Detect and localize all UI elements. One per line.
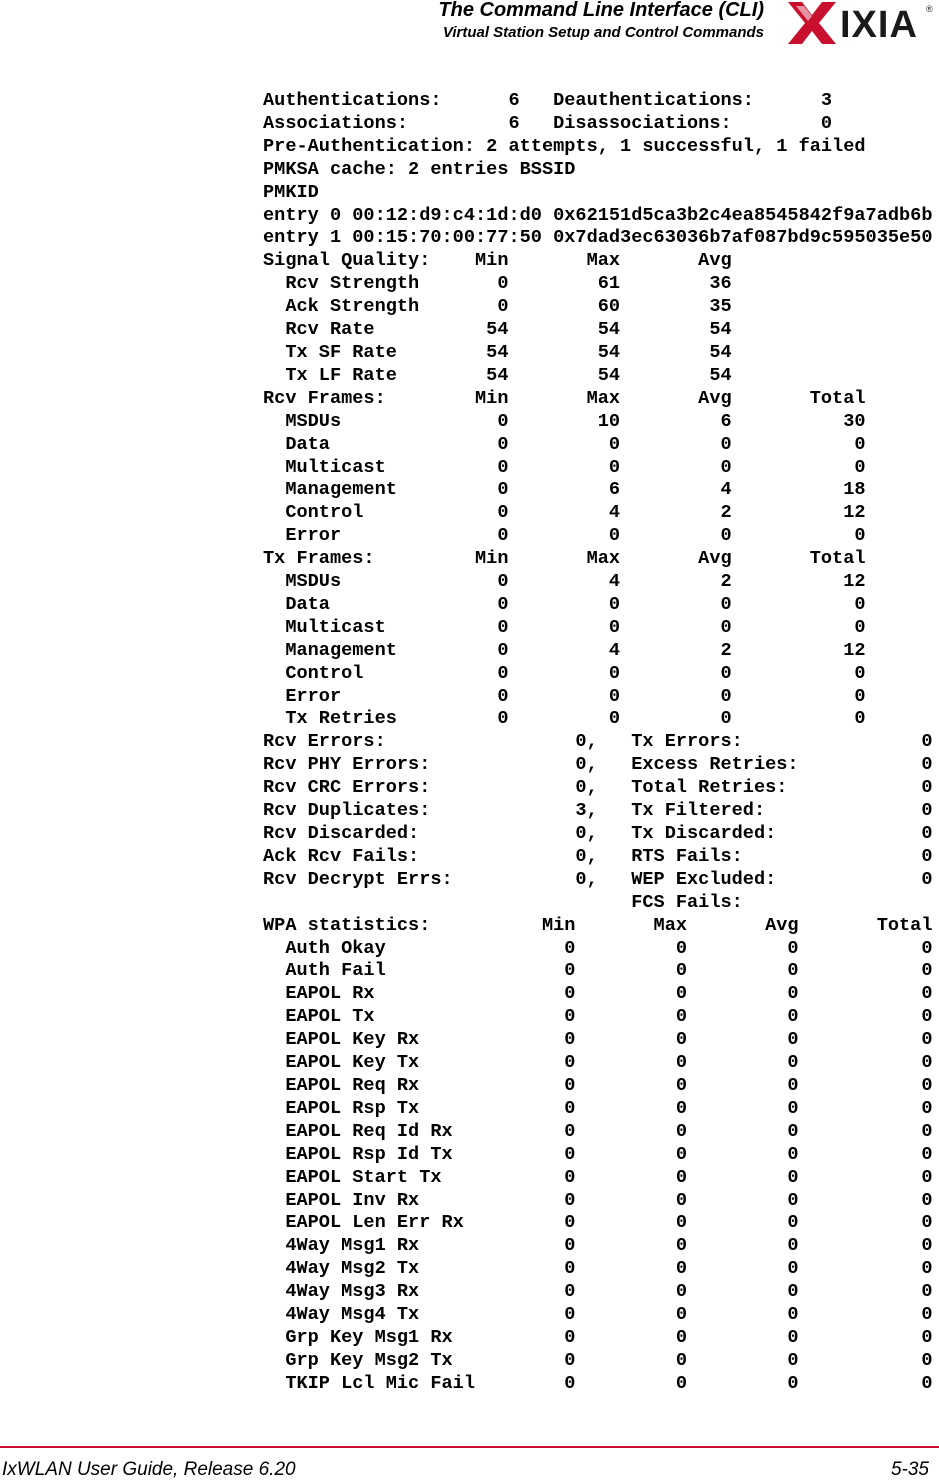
- cli-output-line: MSDUs 0 4 2 12: [263, 571, 866, 593]
- cli-output-line: Tx SF Rate 54 54 54: [263, 341, 732, 363]
- cli-output-line: Authentications: 6 Deauthentications: 3: [263, 90, 833, 111]
- cli-output-line: Rcv Discarded: 0, Tx Discarded: 0: [263, 823, 933, 844]
- cli-output-block: [263, 90, 932, 1396]
- logo-text: IXIA: [840, 4, 918, 46]
- cli-output-line: 4Way Msg1 Rx 0 0 0 0: [263, 1235, 933, 1257]
- cli-output-line: Rcv Rate 54 54 54: [263, 319, 732, 341]
- cli-output-line: EAPOL Req Id Rx 0 0 0 0: [263, 1120, 933, 1142]
- cli-output-line: Rcv Duplicates: 3, Tx Filtered: 0: [263, 800, 933, 822]
- cli-output-line: TKIP Lcl Mic Fail 0 0 0 0: [263, 1372, 933, 1394]
- cli-output-line: MSDUs 0 10 6 30: [263, 410, 866, 432]
- header-title: The Command Line Interface (CLI): [438, 0, 764, 21]
- cli-output-line: Signal Quality: Min Max Avg: [263, 250, 732, 272]
- cli-output-line: 4Way Msg4 Tx 0 0 0 0: [263, 1304, 933, 1326]
- cli-output-line: 4Way Msg3 Rx 0 0 0 0: [263, 1281, 933, 1303]
- cli-output-line: FCS Fails:: [263, 891, 743, 913]
- cli-output-line: Error 0 0 0 0: [263, 525, 866, 547]
- cli-output-line: Control 0 0 0 0: [263, 662, 866, 684]
- cli-output-line: Error 0 0 0 0: [263, 685, 866, 707]
- cli-output-line: PMKID: [263, 181, 319, 203]
- cli-output-line: EAPOL Key Tx 0 0 0 0: [263, 1052, 933, 1074]
- cli-output-line: Rcv PHY Errors: 0, Excess Retries: 0: [263, 754, 933, 776]
- cli-output-line: EAPOL Tx 0 0 0 0: [263, 1006, 933, 1028]
- cli-output-line: Ack Strength 0 60 35: [263, 296, 732, 318]
- cli-output-line: Ack Rcv Fails: 0, RTS Fails: 0: [263, 845, 933, 867]
- ixia-logo: [786, 0, 936, 46]
- cli-output-line: WPA statistics: Min Max Avg Total: [263, 914, 933, 936]
- cli-output-line: Tx Retries 0 0 0 0: [263, 708, 866, 730]
- cli-output-line: 4Way Msg2 Tx 0 0 0 0: [263, 1258, 933, 1280]
- cli-output-line: Control 0 4 2 12: [263, 502, 866, 524]
- cli-output-line: Pre-Authentication: 2 attempts, 1 successful, 1 failed: [263, 135, 866, 157]
- cli-output-line: Multicast 0 0 0 0: [263, 456, 866, 478]
- cli-output-line: Associations: 6 Disassociations: 0: [263, 112, 833, 134]
- header-subtitle: Virtual Station Setup and Control Commands: [442, 24, 764, 41]
- cli-output-line: EAPOL Rx 0 0 0 0: [263, 983, 933, 1005]
- cli-output-line: Data 0 0 0 0: [263, 593, 866, 615]
- cli-output-line: Tx Frames: Min Max Avg Total: [263, 548, 866, 570]
- cli-output-line: Rcv Decrypt Errs: 0, WEP Excluded: 0: [263, 868, 933, 890]
- cli-output-line: Rcv CRC Errors: 0, Total Retries: 0: [263, 777, 933, 799]
- cli-output-line: Multicast 0 0 0 0: [263, 616, 866, 638]
- cli-output-line: EAPOL Len Err Rx 0 0 0 0: [263, 1212, 933, 1234]
- cli-output-line: Auth Okay 0 0 0 0: [263, 937, 933, 959]
- cli-output-line: Grp Key Msg2 Tx 0 0 0 0: [263, 1349, 933, 1371]
- cli-output-line: entry 0 00:12:d9:c4:1d:d0 0x62151d5ca3b2c4ea8545842f9a7adb6b: [263, 204, 933, 226]
- footer-divider: [0, 1446, 939, 1448]
- cli-output-line: Management 0 4 2 12: [263, 639, 866, 661]
- ixia-x-mark-icon: [788, 2, 836, 44]
- cli-output-line: EAPOL Start Tx 0 0 0 0: [263, 1166, 933, 1188]
- cli-output-line: Rcv Frames: Min Max Avg Total: [263, 387, 866, 409]
- cli-output-line: Auth Fail 0 0 0 0: [263, 960, 933, 982]
- cli-output-line: PMKSA cache: 2 entries BSSID: [263, 158, 576, 180]
- footer-page-number: 5-35: [890, 1459, 929, 1480]
- footer-document-title: IxWLAN User Guide, Release 6.20: [2, 1459, 296, 1480]
- cli-output-line: EAPOL Rsp Tx 0 0 0 0: [263, 1097, 933, 1119]
- logo-registered-mark: ®: [926, 4, 933, 14]
- cli-output-line: EAPOL Inv Rx 0 0 0 0: [263, 1189, 933, 1211]
- cli-output-line: Management 0 6 4 18: [263, 479, 866, 501]
- cli-output-line: Data 0 0 0 0: [263, 433, 866, 455]
- cli-output-line: EAPOL Key Rx 0 0 0 0: [263, 1029, 933, 1051]
- cli-output-line: entry 1 00:15:70:00:77:50 0x7dad3ec63036b7af087bd9c595035e50: [263, 227, 933, 249]
- cli-output-line: Tx LF Rate 54 54 54: [263, 364, 732, 386]
- cli-output-line: Rcv Strength 0 61 36: [263, 273, 732, 295]
- cli-output-line: Rcv Errors: 0, Tx Errors: 0: [263, 731, 933, 753]
- cli-output-line: EAPOL Rsp Id Tx 0 0 0 0: [263, 1143, 933, 1165]
- cli-output-line: Grp Key Msg1 Rx 0 0 0 0: [263, 1326, 933, 1348]
- cli-output-line: EAPOL Req Rx 0 0 0 0: [263, 1074, 933, 1096]
